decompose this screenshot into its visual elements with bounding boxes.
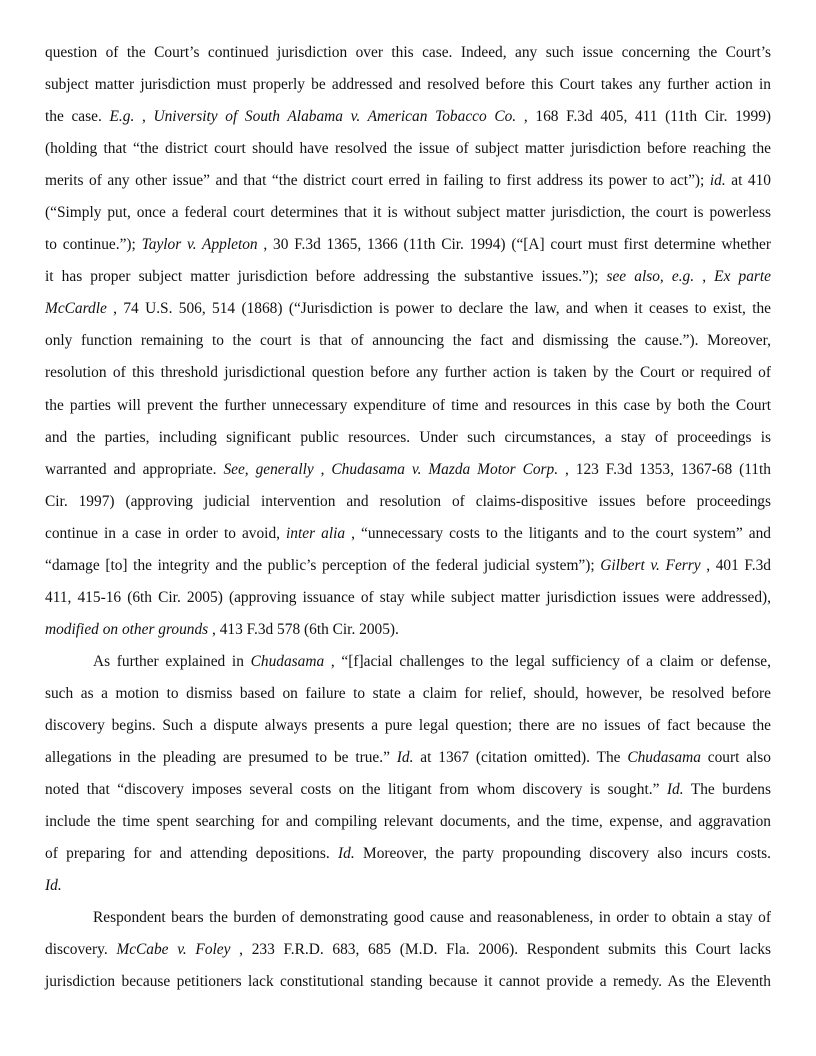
italic-citation: McCabe v. Foley [116, 941, 231, 959]
text-line: continue in a case in order to avoid, inter alia , “unnecessary costs to the litigants and to the court system” and [45, 524, 771, 542]
italic-citation: modified on other grounds [45, 620, 209, 638]
text-line: (holding that “the district court should have resolved the issue of subject matter jurisdiction before reaching the [45, 140, 771, 158]
italic-citation: Id. [666, 781, 684, 799]
italic-citation: Id. [45, 877, 62, 895]
italic-citation: See, generally [223, 460, 314, 478]
text-line: noted that “discovery imposes several costs on the litigant from whom discovery is sought.” Id. The burdens [45, 781, 771, 799]
text-line: 411, 415-16 (6th Cir. 2005) (approving issuance of stay while subject matter jurisdiction issues were addressed), [45, 588, 771, 606]
text-line: subject matter jurisdiction must properly be addressed and resolved before this Court takes any further action in [45, 76, 771, 94]
text-line: to continue.”); Taylor v. Appleton , 30 F.3d 1365, 1366 (11th Cir. 1994) (“[A] court must first determine whether [45, 236, 771, 254]
text-line: McCardle , 74 U.S. 506, 514 (1868) (“Jurisdiction is power to declare the law, and when it ceases to exist, the [45, 300, 771, 318]
text-line: allegations in the pleading are presumed to be true.” Id. at 1367 (citation omitted). The Chudasama court also [45, 749, 771, 767]
text-line: discovery. McCabe v. Foley , 233 F.R.D. 683, 685 (M.D. Fla. 2006). Respondent submits this Court lacks [45, 941, 772, 959]
italic-citation: McCardle [45, 300, 107, 318]
text-line: As further explained in Chudasama , “[f]acial challenges to the legal sufficiency of a claim or defense, [93, 652, 771, 670]
italic-citation: Id. [396, 749, 414, 767]
italic-citation: Id. [338, 845, 355, 863]
italic-citation: Taylor v. Appleton [141, 236, 258, 254]
text-line: include the time spent searching for and compiling relevant documents, and the time, expense, and aggravation [45, 813, 771, 831]
text-line: such as a motion to dismiss based on failure to state a claim for relief, should, however, be resolved before [45, 684, 771, 702]
text-line: Cir. 1997) (approving judicial intervention and resolution of claims-dispositive issues before proceedings [45, 492, 771, 510]
text-line: jurisdiction because petitioners lack constitutional standing because it cannot provide a remedy. As the Eleventh [45, 973, 771, 991]
italic-citation: Chudasama [250, 652, 325, 670]
text-line: question of the Court’s continued jurisdiction over this case. Indeed, any such issue concerning the Court’s [45, 44, 771, 61]
italic-citation: Gilbert v. Ferry [600, 556, 701, 574]
italic-citation: see also, e.g. [606, 268, 695, 286]
text-line: Respondent bears the burden of demonstrating good cause and reasonableness, in order to obtain a stay of [93, 909, 771, 927]
paragraph-burden [45, 902, 771, 998]
text-line: and the parties, including significant public resources. Under such circumstances, a stay of proceedings is [45, 428, 771, 446]
text-line: warranted and appropriate. See, generally , Chudasama v. Mazda Motor Corp. , 123 F.3d 1353, 1367-68 (11th [45, 460, 771, 478]
text-line: the parties will prevent the further unnecessary expenditure of time and resources in this case by both the Court [45, 396, 771, 414]
italic-citation: id. [709, 172, 726, 190]
italic-citation: Chudasama [627, 749, 701, 767]
text-line: modified on other grounds , 413 F.3d 578 (6th Cir. 2005). [45, 620, 399, 638]
text-line: only function remaining to the court is that of announcing the fact and dismissing the cause.”). Moreover, [45, 332, 771, 350]
text-line: (“Simply put, once a federal court determines that it is without subject matter jurisdiction, the court is powerless [45, 204, 771, 222]
italic-citation: Chudasama v. Mazda Motor Corp. [331, 460, 559, 478]
text-line: the case. E.g. , University of South Alabama v. American Tobacco Co. , 168 F.3d 405, 411 (11th Cir. 1999) [45, 108, 772, 126]
text-line: resolution of this threshold jurisdictional question before any further action is taken by the Court or required of [45, 364, 771, 382]
text-line: merits of any other issue” and that “the district court erred in failing to first address its power to act”); id. at 410 [45, 172, 771, 190]
text-line: “damage [to] the integrity and the public’s perception of the federal judicial system”); Gilbert v. Ferry , 401 F.3d [45, 556, 771, 574]
paragraph-jurisdiction [45, 37, 771, 646]
italic-citation: E.g. [109, 108, 135, 126]
text-line: of preparing for and attending depositions. Id. Moreover, the party propounding discovery also incurs costs. [45, 845, 772, 863]
text-line: discovery begins. Such a dispute always presents a pure legal question; there are no issues of fact because the [45, 716, 771, 734]
italic-citation: Ex parte [714, 268, 772, 286]
italic-citation: inter alia [286, 524, 346, 542]
text-line [45, 870, 771, 902]
text-line: it has proper subject matter jurisdiction before addressing the substantive issues.”); see also, e.g. , Ex parte [45, 268, 772, 286]
paragraph-chudasama [45, 646, 771, 902]
italic-citation: University of South Alabama v. American Tobacco Co. [153, 108, 517, 126]
